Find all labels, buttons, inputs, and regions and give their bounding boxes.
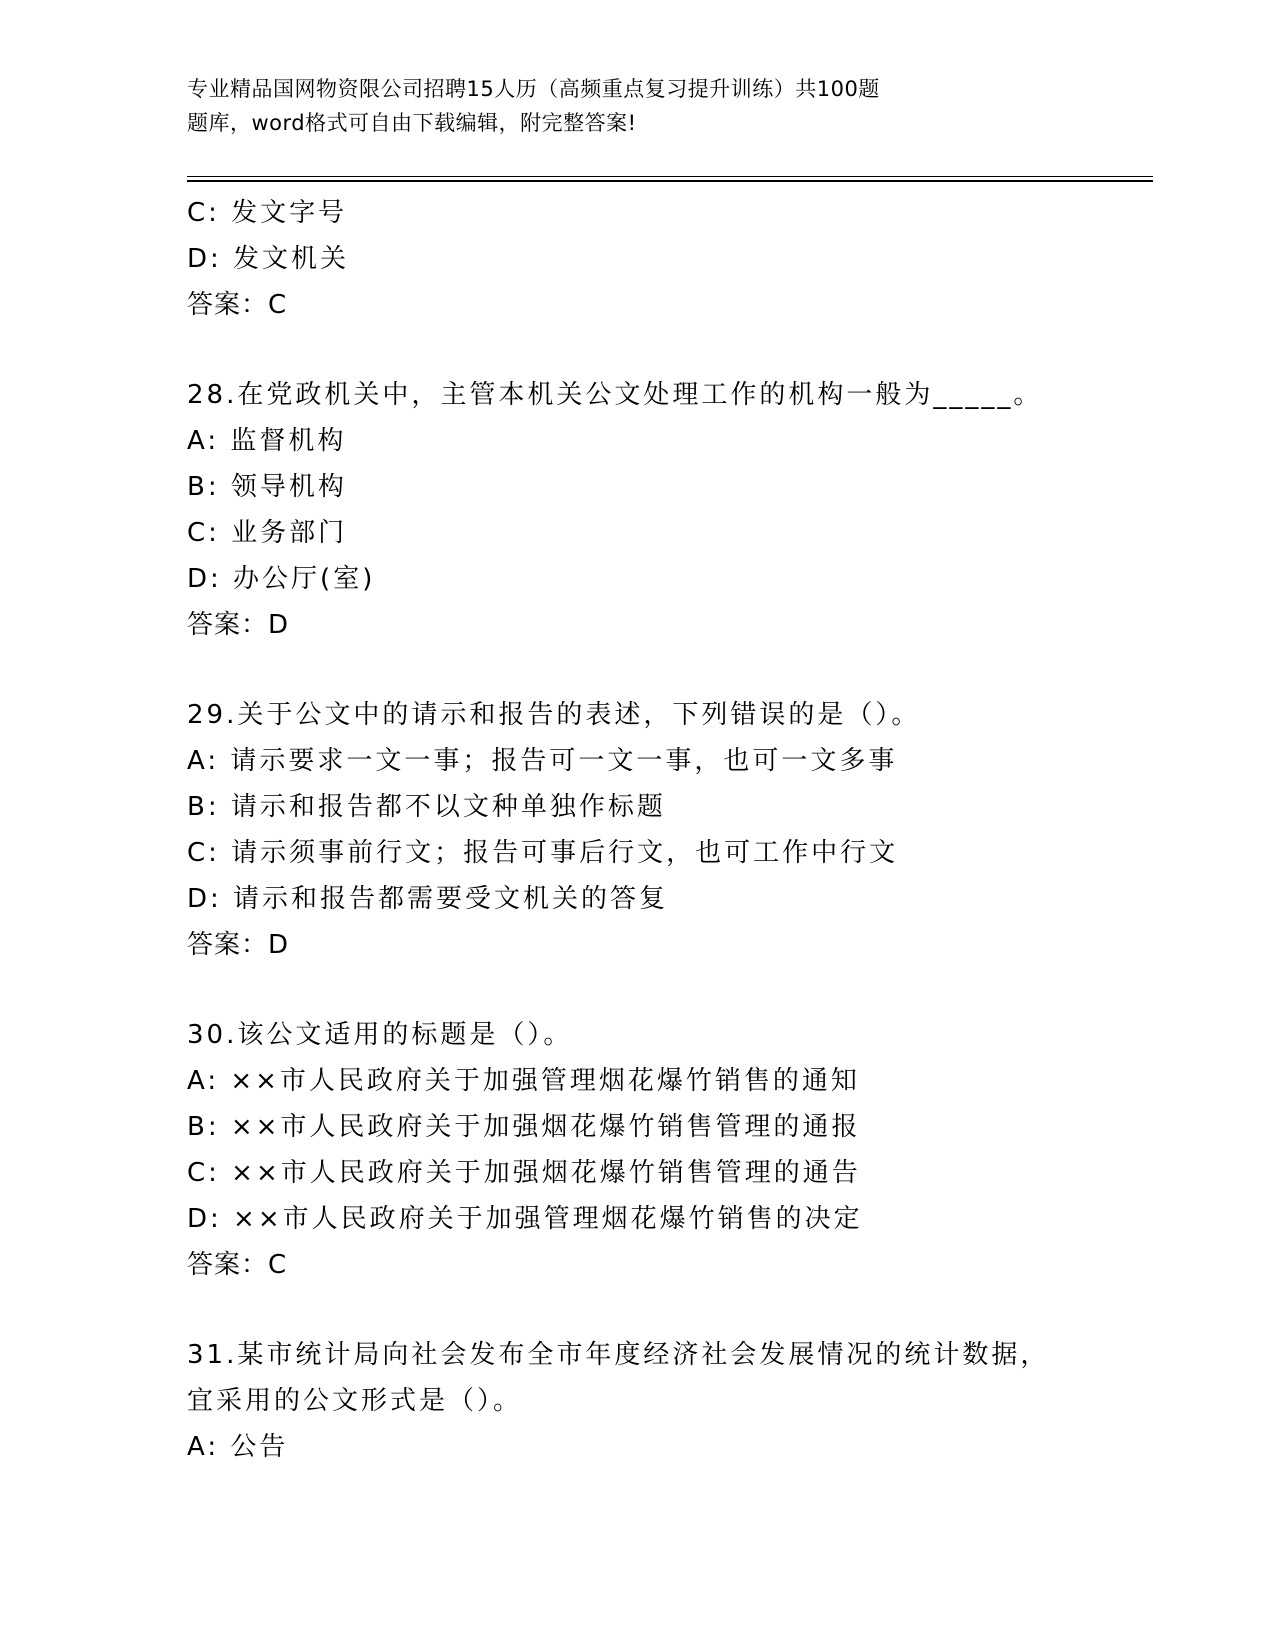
answer-line: 答案：C [187,1250,288,1280]
option-b: B: ××市人民政府关于加强烟花爆竹销售管理的通报 [187,1112,861,1142]
option-a: A: 请示要求一文一事；报告可一文一事，也可一文多事 [187,746,898,776]
question-28 [187,372,1087,648]
question-31 [187,1332,1087,1470]
header-title-line-2: 题库，word格式可自由下载编辑，附完整答案! [187,111,637,135]
option-d: D: ××市人民政府关于加强管理烟花爆竹销售的决定 [187,1204,863,1234]
option-c: C: 业务部门 [187,518,348,548]
option-d: D: 请示和报告都需要受文机关的答复 [187,884,669,914]
header-title-line-1: 专业精品国网物资限公司招聘15人历（高频重点复习提升训练）共100题 [187,77,880,101]
option-c: C: 发文字号 [187,198,348,228]
spacer [187,328,1087,372]
question-stem: 31.某市统计局向社会发布全市年度经济社会发展情况的统计数据，宜采用的公文形式是（）。 [187,1340,1050,1416]
option-a: A: 公告 [187,1432,289,1462]
option-c: C: ××市人民政府关于加强烟花爆竹销售管理的通告 [187,1158,861,1188]
question-30 [187,1012,1087,1288]
option-b: B: 领导机构 [187,472,347,502]
header-divider [187,176,1153,182]
question-list [187,190,1087,1470]
answer-line: 答案：C [187,290,288,320]
spacer [187,1288,1087,1332]
option-a: A: ××市人民政府关于加强管理烟花爆竹销售的通知 [187,1066,860,1096]
answer-line: 答案：D [187,930,290,960]
option-b: B: 请示和报告都不以文种单独作标题 [187,792,666,822]
spacer [187,968,1087,1012]
spacer [187,648,1087,692]
option-c: C: 请示须事前行文；报告可事后行文，也可工作中行文 [187,838,899,868]
answer-line: 答案：D [187,610,290,640]
question-stem: 30.该公文适用的标题是（）。 [187,1020,573,1050]
document-header-title [187,72,1027,140]
question-stem: 29.关于公文中的请示和报告的表述，下列错误的是（）。 [187,700,921,730]
question-29 [187,692,1087,968]
question-stem: 28.在党政机关中，主管本机关公文处理工作的机构一般为_____。 [187,380,1043,410]
option-d: D: 发文机关 [187,244,350,274]
question-27-continued [187,190,1087,328]
option-d: D: 办公厅(室) [187,564,376,594]
option-a: A: 监督机构 [187,426,347,456]
